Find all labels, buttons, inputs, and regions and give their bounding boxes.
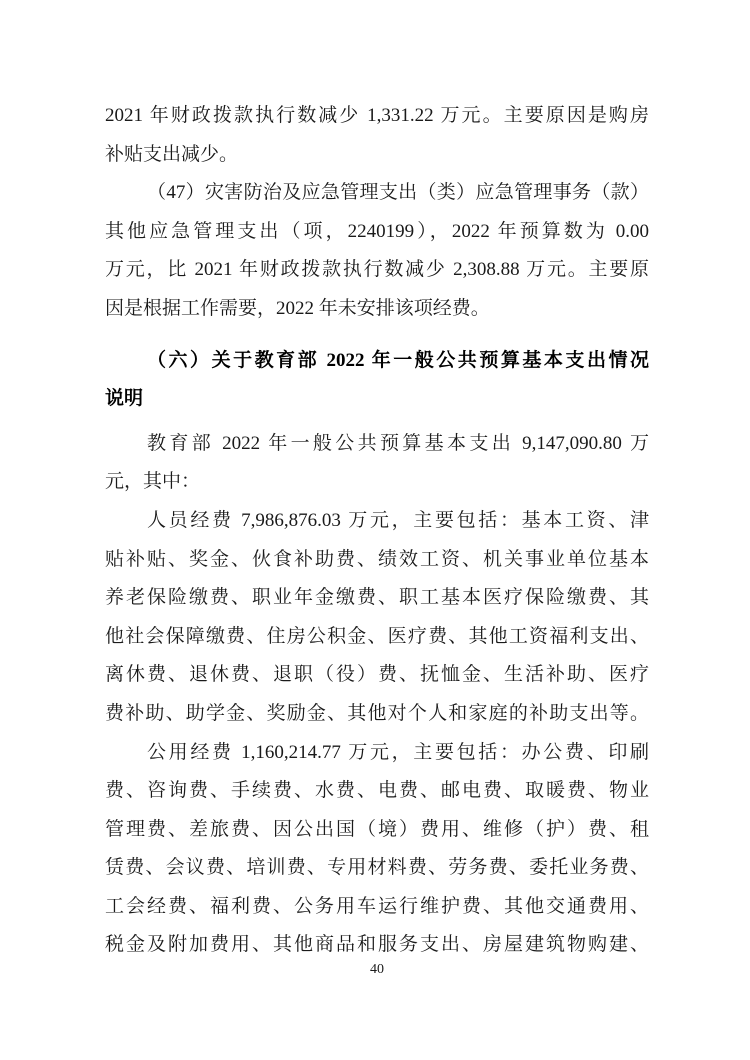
text-line: 贴补贴、奖金、伙食补助费、绩效工资、机关事业单位基本	[105, 548, 649, 570]
document-body	[105, 97, 649, 965]
text-line: 补贴支出减少。	[105, 143, 239, 165]
text-line: 人员经费 7,986,876.03 万元，主要包括：基本工资、津	[147, 509, 649, 531]
page-number: 40	[370, 962, 384, 977]
text-line: （47）灾害防治及应急管理支出（类）应急管理事务（款）	[147, 182, 649, 204]
text-line: 其他应急管理支出（项，2240199），2022 年预算数为 0.00	[105, 220, 649, 242]
text-line: 费、咨询费、手续费、水费、电费、邮电费、取暖费、物业	[105, 780, 649, 802]
text-line: 离休费、退休费、退职（役）费、抚恤金、生活补助、医疗	[105, 664, 649, 686]
text-line: 元，其中：	[105, 471, 201, 493]
text-line: 他社会保障缴费、住房公积金、医疗费、其他工资福利支出、	[105, 625, 649, 647]
text-line: 教育部 2022 年一般公共预算基本支出 9,147,090.80 万	[147, 432, 649, 454]
text-line: 2021 年财政拨款执行数减少 1,331.22 万元。主要原因是购房	[105, 105, 649, 126]
text-line: 因是根据工作需要，2022 年未安排该项经费。	[105, 297, 490, 319]
section-heading: （六）关于教育部 2022 年一般公共预算基本支出情况	[147, 349, 649, 371]
text-line: 万元，比 2021 年财政拨款执行数减少 2,308.88 万元。主要原	[105, 259, 649, 281]
text-line: 养老保险缴费、职业年金缴费、职工基本医疗保险缴费、其	[105, 587, 649, 609]
text-line: 管理费、差旅费、因公出国（境）费用、维修（护）费、租	[105, 818, 649, 840]
text-line: 赁费、会议费、培训费、专用材料费、劳务费、委托业务费、	[105, 857, 649, 879]
text-line: 税金及附加费用、其他商品和服务支出、房屋建筑物购建、	[105, 934, 649, 956]
text-line: 公用经费 1,160,214.77 万元，主要包括：办公费、印刷	[147, 741, 649, 763]
section-heading: 说明	[105, 388, 144, 410]
text-line: 费补助、助学金、奖励金、其他对个人和家庭的补助支出等。	[105, 702, 649, 724]
text-line: 工会经费、福利费、公务用车运行维护费、其他交通费用、	[105, 895, 649, 917]
